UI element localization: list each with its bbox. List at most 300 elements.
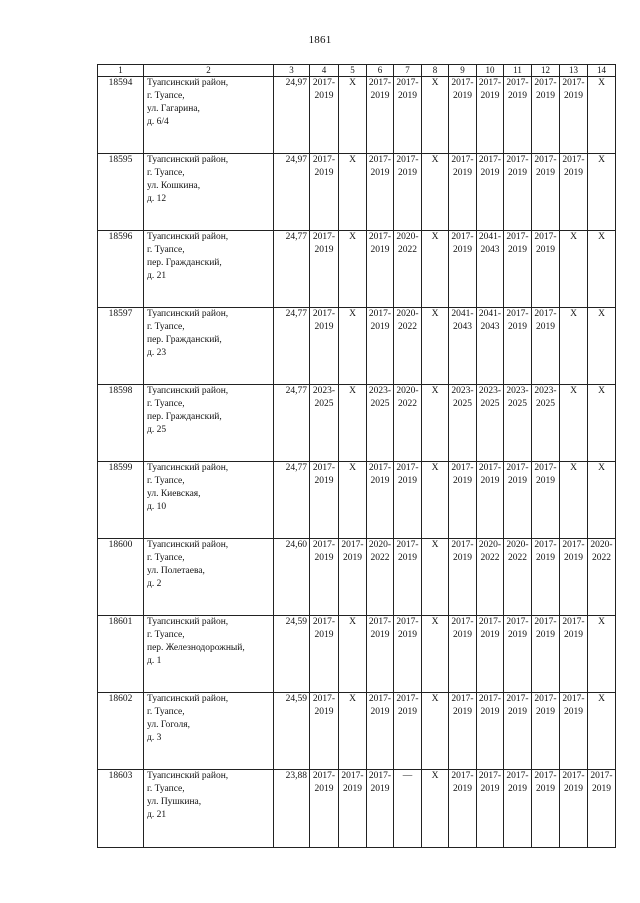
address-line: Туапсинский район,: [147, 386, 229, 396]
period-line: X: [349, 386, 356, 396]
object-id-cell: 18597: [98, 308, 144, 385]
column-header: 1: [98, 65, 144, 77]
period-line: 2017-: [534, 694, 557, 704]
period-line: 2019: [508, 245, 527, 255]
period-line: 2023-: [534, 386, 557, 396]
period-line: 2017-: [312, 232, 336, 242]
period-line: 2020-: [396, 232, 419, 242]
period-cell: [560, 308, 588, 385]
address-line: г. Туапсе,: [147, 399, 185, 409]
period-line: 2017-: [396, 540, 419, 550]
period-line: 2019: [398, 707, 417, 717]
period-cell: [560, 154, 588, 231]
period-cell: [394, 539, 422, 616]
period-line: 2019: [536, 707, 555, 717]
period-line: 2017-: [396, 694, 419, 704]
address-line: г. Туапсе,: [147, 630, 185, 640]
period-cell: [477, 693, 504, 770]
period-line: 2023-: [506, 386, 529, 396]
address-line: Туапсинский район,: [147, 463, 229, 473]
period-line: 2019: [480, 630, 500, 640]
period-line: 2017-: [478, 463, 502, 473]
address-line: г. Туапсе,: [147, 91, 185, 101]
period-line: 2019: [536, 245, 555, 255]
period-line: 2023-: [368, 386, 392, 396]
period-line: 2017-: [396, 155, 419, 165]
period-cell: [504, 385, 532, 462]
period-line: 2019: [564, 553, 583, 563]
period-line: 2017-: [312, 309, 336, 319]
address-line: д. 3: [147, 733, 162, 743]
column-header: 11: [504, 65, 532, 77]
period-line: 2019: [398, 476, 417, 486]
period-line: X: [598, 155, 605, 165]
period-line: X: [570, 232, 577, 242]
address-line: Туапсинский район,: [147, 78, 229, 88]
period-line: 2017-: [506, 617, 529, 627]
period-line: 2019: [480, 707, 500, 717]
address-line: д. 25: [147, 425, 167, 435]
period-line: 2017-: [506, 463, 529, 473]
column-header: 8: [422, 65, 449, 77]
period-cell: [449, 308, 477, 385]
period-line: 2019: [453, 476, 472, 486]
period-cell: [532, 385, 560, 462]
period-cell: [310, 308, 339, 385]
column-header: 13: [560, 65, 588, 77]
period-line: 2020-: [368, 540, 392, 550]
period-line: 2019: [508, 784, 527, 794]
period-cell: [310, 385, 339, 462]
period-cell: [560, 231, 588, 308]
table-row: [98, 770, 616, 848]
period-line: 2019: [314, 245, 334, 255]
period-line: 2017-: [368, 155, 392, 165]
object-id-cell: 18603: [98, 770, 144, 848]
period-cell: [588, 462, 616, 539]
address-line: ул. Кошкина,: [147, 181, 201, 191]
period-line: 2017-: [534, 155, 557, 165]
address-line: г. Туапсе,: [147, 168, 185, 178]
header-row: [98, 65, 616, 77]
period-cell: [422, 770, 449, 848]
object-id-cell: 18601: [98, 616, 144, 693]
period-line: 2019: [453, 553, 472, 563]
period-cell: [504, 77, 532, 154]
period-line: 2019: [370, 707, 390, 717]
period-line: 2019: [508, 707, 527, 717]
period-line: X: [598, 694, 605, 704]
address-cell: [144, 462, 274, 539]
address-line: Туапсинский район,: [147, 617, 229, 627]
period-cell: [367, 693, 394, 770]
period-line: X: [349, 78, 356, 88]
address-cell: [144, 539, 274, 616]
period-cell: [310, 462, 339, 539]
object-id-cell: 18596: [98, 231, 144, 308]
period-line: 2017-: [451, 540, 474, 550]
period-line: 2017-: [396, 617, 419, 627]
period-cell: [504, 616, 532, 693]
column-header: 3: [274, 65, 310, 77]
period-line: 2019: [480, 91, 500, 101]
period-line: X: [431, 463, 439, 473]
period-cell: [394, 154, 422, 231]
address-line: ул. Гагарина,: [147, 104, 200, 114]
period-cell: [504, 693, 532, 770]
period-line: 2017-: [451, 232, 474, 242]
period-line: 2017-: [451, 155, 474, 165]
table-row: [98, 308, 616, 385]
area-cell: 24,77: [274, 231, 310, 308]
period-line: 2025: [508, 399, 527, 409]
period-line: X: [431, 78, 439, 88]
column-header: 7: [394, 65, 422, 77]
address-line: д. 1: [147, 656, 162, 666]
period-line: 2019: [536, 476, 555, 486]
address-line: пер. Гражданский,: [147, 412, 222, 422]
period-line: 2019: [480, 784, 500, 794]
period-line: 2017-: [506, 309, 529, 319]
period-cell: [422, 539, 449, 616]
period-cell: [588, 77, 616, 154]
period-line: 2043: [480, 322, 500, 332]
table-row: [98, 616, 616, 693]
address-line: Туапсинский район,: [147, 155, 229, 165]
period-line: 2017-: [534, 617, 557, 627]
object-id-cell: 18598: [98, 385, 144, 462]
period-cell: [367, 77, 394, 154]
address-line: Туапсинский район,: [147, 694, 229, 704]
period-cell: [367, 231, 394, 308]
period-cell: [532, 231, 560, 308]
period-cell: [394, 231, 422, 308]
area-cell: 24,77: [274, 462, 310, 539]
period-cell: [449, 77, 477, 154]
period-cell: [339, 616, 367, 693]
period-cell: [367, 385, 394, 462]
period-line: 2019: [508, 168, 527, 178]
period-line: 2017-: [368, 232, 392, 242]
column-header: 6: [367, 65, 394, 77]
period-line: 2017-: [312, 694, 336, 704]
period-line: 2019: [508, 476, 527, 486]
period-cell: [339, 231, 367, 308]
period-line: 2025: [370, 399, 390, 409]
period-line: 2019: [370, 245, 390, 255]
table-row: [98, 539, 616, 616]
period-cell: [477, 539, 504, 616]
period-line: X: [570, 386, 577, 396]
period-line: 2019: [453, 245, 472, 255]
period-line: 2023-: [451, 386, 474, 396]
period-line: 2017-: [478, 78, 502, 88]
address-cell: [144, 385, 274, 462]
period-line: 2019: [314, 476, 334, 486]
period-line: X: [570, 309, 577, 319]
object-id-cell: 18595: [98, 154, 144, 231]
period-line: 2019: [453, 630, 472, 640]
period-line: 2022: [398, 322, 417, 332]
period-cell: [477, 231, 504, 308]
period-line: X: [598, 386, 605, 396]
period-line: 2019: [343, 784, 362, 794]
period-cell: [504, 231, 532, 308]
period-line: X: [431, 386, 439, 396]
period-cell: [477, 616, 504, 693]
period-line: 2019: [536, 553, 555, 563]
address-cell: [144, 693, 274, 770]
period-line: 2019: [314, 707, 334, 717]
period-line: 2017-: [534, 463, 557, 473]
period-line: X: [431, 309, 439, 319]
period-line: 2019: [370, 322, 390, 332]
period-line: X: [349, 617, 356, 627]
table-row: [98, 693, 616, 770]
period-cell: [560, 770, 588, 848]
address-line: д. 10: [147, 502, 167, 512]
period-line: 2019: [314, 322, 334, 332]
period-line: 2017-: [312, 540, 336, 550]
period-line: 2019: [480, 168, 500, 178]
period-cell: [310, 616, 339, 693]
address-line: д. 23: [147, 348, 167, 358]
period-cell: [310, 77, 339, 154]
period-line: 2017-: [368, 617, 392, 627]
period-line: 2019: [370, 91, 390, 101]
period-line: 2017-: [312, 463, 336, 473]
period-line: 2022: [480, 553, 500, 563]
area-cell: 24,77: [274, 308, 310, 385]
address-line: д. 21: [147, 810, 167, 820]
period-line: 2019: [564, 168, 583, 178]
period-line: 2017-: [451, 617, 474, 627]
table-row: [98, 462, 616, 539]
period-line: 2017-: [451, 463, 474, 473]
period-line: 2019: [314, 553, 334, 563]
period-cell: [532, 539, 560, 616]
period-line: 2019: [508, 322, 527, 332]
period-line: X: [349, 155, 356, 165]
area-cell: 24,59: [274, 616, 310, 693]
period-line: 2019: [480, 476, 500, 486]
period-cell: [367, 539, 394, 616]
period-line: 2019: [564, 91, 583, 101]
period-line: 2017-: [396, 78, 419, 88]
column-header: 12: [532, 65, 560, 77]
address-line: г. Туапсе,: [147, 784, 185, 794]
address-line: г. Туапсе,: [147, 707, 185, 717]
period-line: 2019: [314, 630, 334, 640]
period-line: 2017-: [312, 617, 336, 627]
address-line: д. 12: [147, 194, 167, 204]
period-cell: [367, 770, 394, 848]
period-line: 2025: [536, 399, 555, 409]
period-line: X: [431, 155, 439, 165]
period-line: 2019: [314, 784, 334, 794]
address-line: Туапсинский район,: [147, 232, 229, 242]
table-row: [98, 77, 616, 154]
period-line: X: [349, 232, 356, 242]
table-row: [98, 231, 616, 308]
period-line: 2022: [592, 553, 611, 563]
period-cell: [394, 77, 422, 154]
area-cell: 24,97: [274, 154, 310, 231]
period-cell: [422, 462, 449, 539]
period-cell: [310, 154, 339, 231]
period-cell: [339, 462, 367, 539]
address-line: г. Туапсе,: [147, 322, 185, 332]
address-line: д. 21: [147, 271, 167, 281]
address-cell: [144, 616, 274, 693]
period-line: 2020-: [396, 386, 419, 396]
address-line: г. Туапсе,: [147, 245, 185, 255]
period-line: 2017-: [368, 771, 392, 781]
address-line: д. 6/4: [147, 117, 169, 127]
period-cell: [394, 385, 422, 462]
period-cell: [449, 693, 477, 770]
area-cell: 23,88: [274, 770, 310, 848]
period-cell: [532, 308, 560, 385]
period-line: 2017-: [451, 694, 474, 704]
address-cell: [144, 308, 274, 385]
period-cell: [449, 616, 477, 693]
period-line: 2019: [398, 91, 417, 101]
period-line: 2017-: [341, 771, 364, 781]
period-cell: [560, 539, 588, 616]
period-cell: [339, 770, 367, 848]
period-line: X: [598, 309, 605, 319]
column-header: 5: [339, 65, 367, 77]
period-line: 2041-: [478, 232, 502, 242]
period-cell: [588, 770, 616, 848]
period-cell: [422, 154, 449, 231]
period-line: 2019: [536, 322, 555, 332]
period-line: 2017-: [506, 78, 529, 88]
period-cell: [477, 154, 504, 231]
period-cell: [449, 539, 477, 616]
period-cell: [588, 231, 616, 308]
period-line: 2023-: [312, 386, 336, 396]
period-cell: [422, 693, 449, 770]
period-line: 2019: [536, 630, 555, 640]
period-cell: [477, 385, 504, 462]
period-line: 2041-: [478, 309, 502, 319]
period-line: 2017-: [368, 463, 392, 473]
period-cell: [449, 385, 477, 462]
period-cell: [588, 616, 616, 693]
period-line: 2020-: [506, 540, 529, 550]
column-header: 2: [144, 65, 274, 77]
period-cell: [310, 231, 339, 308]
area-cell: 24,77: [274, 385, 310, 462]
period-line: 2019: [564, 707, 583, 717]
period-cell: [422, 616, 449, 693]
period-cell: [477, 770, 504, 848]
period-line: X: [598, 232, 605, 242]
address-line: Туапсинский район,: [147, 309, 229, 319]
period-cell: [339, 385, 367, 462]
period-line: 2019: [592, 784, 611, 794]
period-cell: [310, 770, 339, 848]
period-line: 2019: [453, 784, 472, 794]
period-line: 2019: [370, 630, 390, 640]
page-number: 1861: [308, 34, 332, 46]
address-cell: [144, 770, 274, 848]
period-cell: [449, 154, 477, 231]
period-cell: [394, 770, 422, 848]
period-cell: [449, 231, 477, 308]
address-line: пер. Гражданский,: [147, 335, 222, 345]
period-cell: [532, 616, 560, 693]
period-cell: [422, 308, 449, 385]
period-cell: [422, 385, 449, 462]
period-cell: [588, 308, 616, 385]
period-line: 2017-: [312, 155, 336, 165]
period-line: 2017-: [562, 155, 585, 165]
period-line: 2017-: [506, 155, 529, 165]
period-line: 2017-: [312, 78, 336, 88]
period-line: 2017-: [506, 771, 529, 781]
address-cell: [144, 154, 274, 231]
period-line: 2020-: [478, 540, 502, 550]
period-cell: [504, 154, 532, 231]
period-line: —: [402, 771, 413, 781]
period-cell: [532, 693, 560, 770]
period-cell: [367, 616, 394, 693]
period-line: 2025: [480, 399, 500, 409]
period-line: 2019: [370, 476, 390, 486]
period-line: 2019: [398, 630, 417, 640]
period-line: 2019: [453, 707, 472, 717]
period-cell: [504, 308, 532, 385]
period-line: 2017-: [534, 78, 557, 88]
period-line: X: [431, 694, 439, 704]
period-line: 2017-: [368, 694, 392, 704]
period-line: 2019: [508, 630, 527, 640]
period-cell: [310, 539, 339, 616]
column-header: 9: [449, 65, 477, 77]
address-line: г. Туапсе,: [147, 476, 185, 486]
period-cell: [532, 77, 560, 154]
period-line: 2022: [398, 399, 417, 409]
address-cell: [144, 77, 274, 154]
period-cell: [422, 231, 449, 308]
period-line: 2020-: [396, 309, 419, 319]
period-line: 2017-: [562, 617, 585, 627]
period-cell: [394, 308, 422, 385]
period-line: 2017-: [590, 771, 613, 781]
period-line: 2017-: [312, 771, 336, 781]
period-line: 2043: [480, 245, 500, 255]
address-line: пер. Гражданский,: [147, 258, 222, 268]
period-cell: [560, 77, 588, 154]
address-line: г. Туапсе,: [147, 553, 185, 563]
period-line: 2019: [314, 168, 334, 178]
period-line: 2017-: [478, 155, 502, 165]
address-line: ул. Гоголя,: [147, 720, 191, 730]
address-line: пер. Железнодорожный,: [147, 643, 245, 653]
object-id-cell: 18600: [98, 539, 144, 616]
period-line: 2019: [453, 168, 472, 178]
period-cell: [394, 616, 422, 693]
table-row: [98, 385, 616, 462]
period-line: 2022: [508, 553, 527, 563]
period-line: X: [349, 694, 356, 704]
period-cell: [339, 154, 367, 231]
area-cell: 24,59: [274, 693, 310, 770]
address-line: Туапсинский район,: [147, 540, 229, 550]
